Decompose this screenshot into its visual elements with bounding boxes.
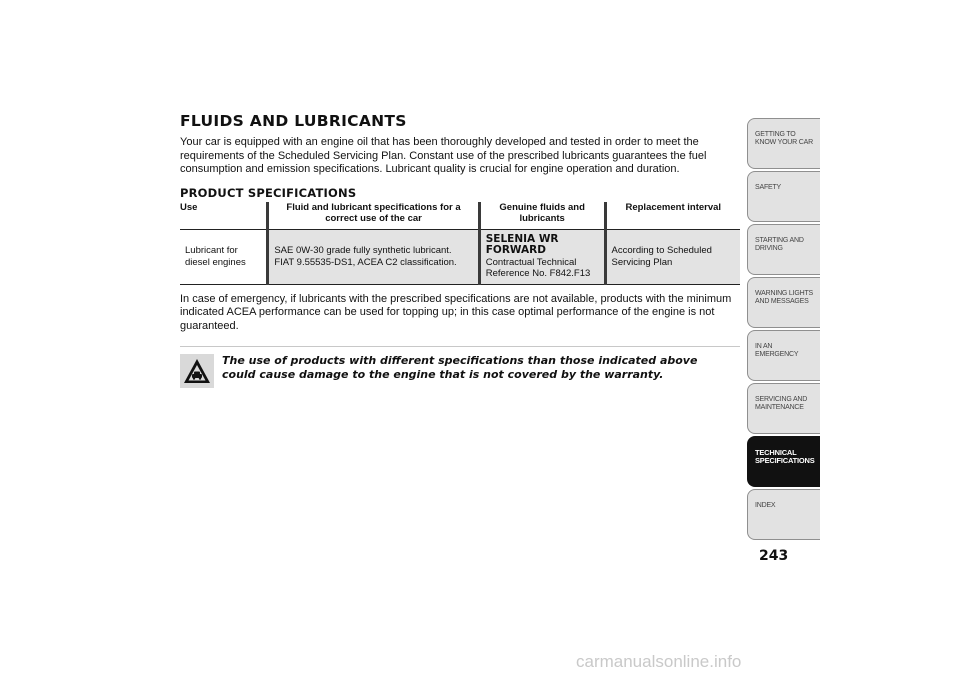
genuine-reference: Contractual Technical Reference No. F842.F13 (485, 256, 591, 279)
header-spec: Fluid and lubricant specifications for a correct use of the car (268, 202, 479, 230)
table-header-row (180, 202, 740, 230)
chapter-sidebar (747, 118, 820, 542)
watermark: carmanualsonline.info (576, 652, 742, 671)
page-number: 243 (759, 548, 789, 564)
spec-line-1: SAE 0W-30 grade fully synthetic lubricant. (274, 245, 452, 256)
page-content (180, 112, 740, 388)
cell-spec (268, 229, 479, 284)
header-genuine: Genuine fluids and lubricants (479, 202, 605, 230)
section-title: FLUIDS AND LUBRICANTS (180, 112, 407, 130)
tab-servicing-and-maintenance[interactable]: SERVICING AND MAINTENANCE (747, 383, 820, 434)
product-specs-table (180, 202, 740, 285)
warning-triangle-car-icon (180, 354, 214, 388)
header-replacement: Replacement interval (605, 202, 740, 230)
warning-text: The use of products with different specifications than those indicated above could cause damage to the engine that is not covered by the warranty. (222, 354, 698, 381)
emergency-note: In case of emergency, if lubricants with the prescribed specifications are not available, products with the minimum indicated ACEA performance can be used for topping up; in this case optimal performance of the engine is not guaranteed. (180, 292, 732, 332)
tab-technical-specifications[interactable]: TECHNICAL SPECIFICATIONS (747, 436, 820, 487)
tab-safety[interactable]: SAFETY (747, 171, 820, 222)
warning-box (180, 346, 740, 388)
cell-use: Lubricant for diesel engines (185, 245, 246, 268)
product-specs-heading: PRODUCT SPECIFICATIONS (180, 185, 357, 200)
cell-genuine (479, 229, 605, 284)
header-use: Use (180, 201, 198, 213)
tab-warning-lights-and-messages[interactable]: WARNING LIGHTS AND MESSAGES (747, 277, 820, 328)
cell-replacement: According to Scheduled Servicing Plan (605, 229, 740, 284)
spec-line-2: FIAT 9.55535-DS1, ACEA C2 classification. (274, 256, 457, 268)
genuine-product-name: SELENIA WR FORWARD (485, 232, 559, 256)
tab-index[interactable]: INDEX (747, 489, 820, 540)
intro-paragraph: Your car is equipped with an engine oil that has been thoroughly developed and tested in order to meet the requirements of the Scheduled Servicing Plan. Constant use of the prescribed lubricants guarantees the fuel consumption and emission specifications. Lubricant quality is crucial for engine operation and duration. (180, 136, 707, 175)
table-row (180, 229, 740, 284)
tab-starting-and-driving[interactable]: STARTING AND DRIVING (747, 224, 820, 275)
tab-getting-to-know-your-car[interactable]: GETTING TO KNOW YOUR CAR (747, 118, 820, 169)
tab-in-an-emergency[interactable]: IN AN EMERGENCY (747, 330, 820, 381)
